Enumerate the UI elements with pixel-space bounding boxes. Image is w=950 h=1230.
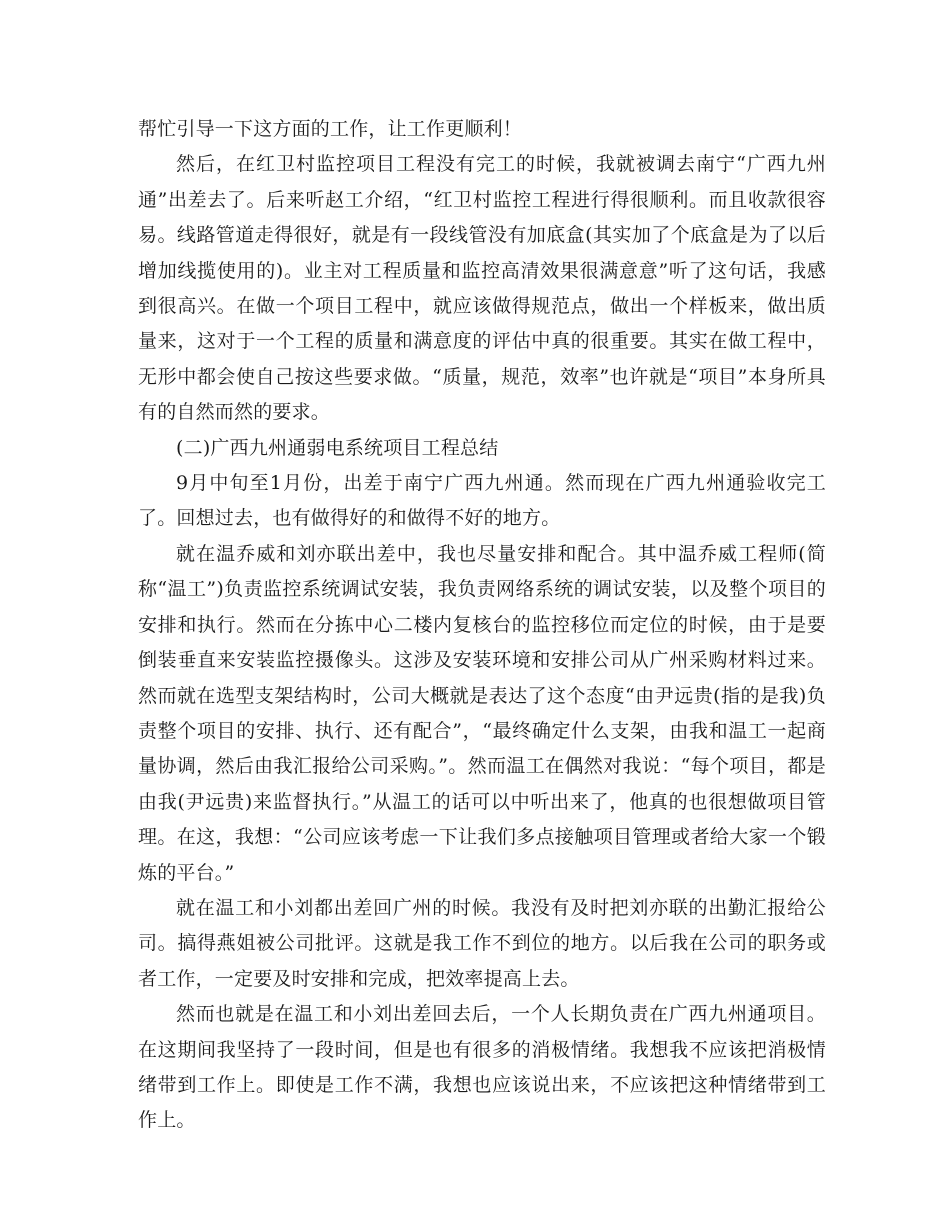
section-heading-guangxi-jiuzhoutong: (二)广西九州通弱电系统项目工程总结 (176, 436, 499, 459)
paragraph-team-coordination: 就在温乔威和刘亦联出差中，我也尽量安排和配合。其中温乔威工程师(简称“温工”)负责监控系统调试安装，我负责网络系统的调试安装，以及整个项目的安排和执行。然而在分拣中心二楼内复核台的监控移位而定位的时候，由于是要倒装垂直来安装监控摄像头。这涉及安装环境和安排公司从广州采购材料过来。然而就在选型支架结构时，公司大概就是表达了这个态度“由尹远贵(指的是我)负责整个项目的安排、执行、还有配合”，“最终确定什么支架，由我和温工一起商量协调，然后由我汇报给公司采购。”。然而温工在偶然对我说：“每个项目，都是由我(尹远贵)来监督执行。”从温工的话可以中听出来了，他真的也很想做项目管理。在这，我想：“公司应该考虑一下让我们多点接触项目管理或者给大家一个锻炼的平台。” (138, 542, 826, 884)
paragraph-working-alone: 然而也就是在温工和小刘出差回去后，一个人长期负责在广西九州通项目。在这期间我坚持了一段时间，但是也有很多的消极情绪。我想我不应该把消极情绪带到工作上。即使是工作不满，我想也应该说出来，不应该把这种情绪带到工作上。 (138, 1003, 826, 1132)
paragraph-hongweicun-project: 然后，在红卫村监控项目工程没有完工的时候，我就被调去南宁“广西九州通”出差去了。后来听赵工介绍，“红卫村监控工程进行得很顺利。而且收款很容易。线路管道走得很好，就是有一段线管没有加底盒(其实加了个底盒是为了以后增加线揽使用的)。业主对工程质量和监控高清效果很满意意”听了这句话，我感到很高兴。在做一个项目工程中，就应该做得规范点，做出一个样板来，做出质量来，这对于一个工程的质量和满意度的评估中真的很重要。其实在做工程中，无形中都会使自己按这些要求做。“质量，规范，效率”也许就是“项目”本身所具有的自然而然的要求。 (138, 153, 826, 424)
document-body (138, 112, 826, 1139)
paragraph-project-period: 9月中旬至1月份，出差于南宁广西九州通。然而现在广西九州通验收完工了。回想过去，也有做得好的和做得不好的地方。 (138, 472, 826, 530)
paragraph-continuation: 帮忙引导一下这方面的工作，让工作更顺利！ (138, 118, 523, 140)
paragraph-attendance-report: 就在温工和小刘都出差回广州的时候。我没有及时把刘亦联的出勤汇报给公司。搞得燕姐被公司批评。这就是我工作不到位的地方。以后我在公司的职务或者工作，一定要及时安排和完成，把效率提高上去。 (138, 896, 826, 990)
